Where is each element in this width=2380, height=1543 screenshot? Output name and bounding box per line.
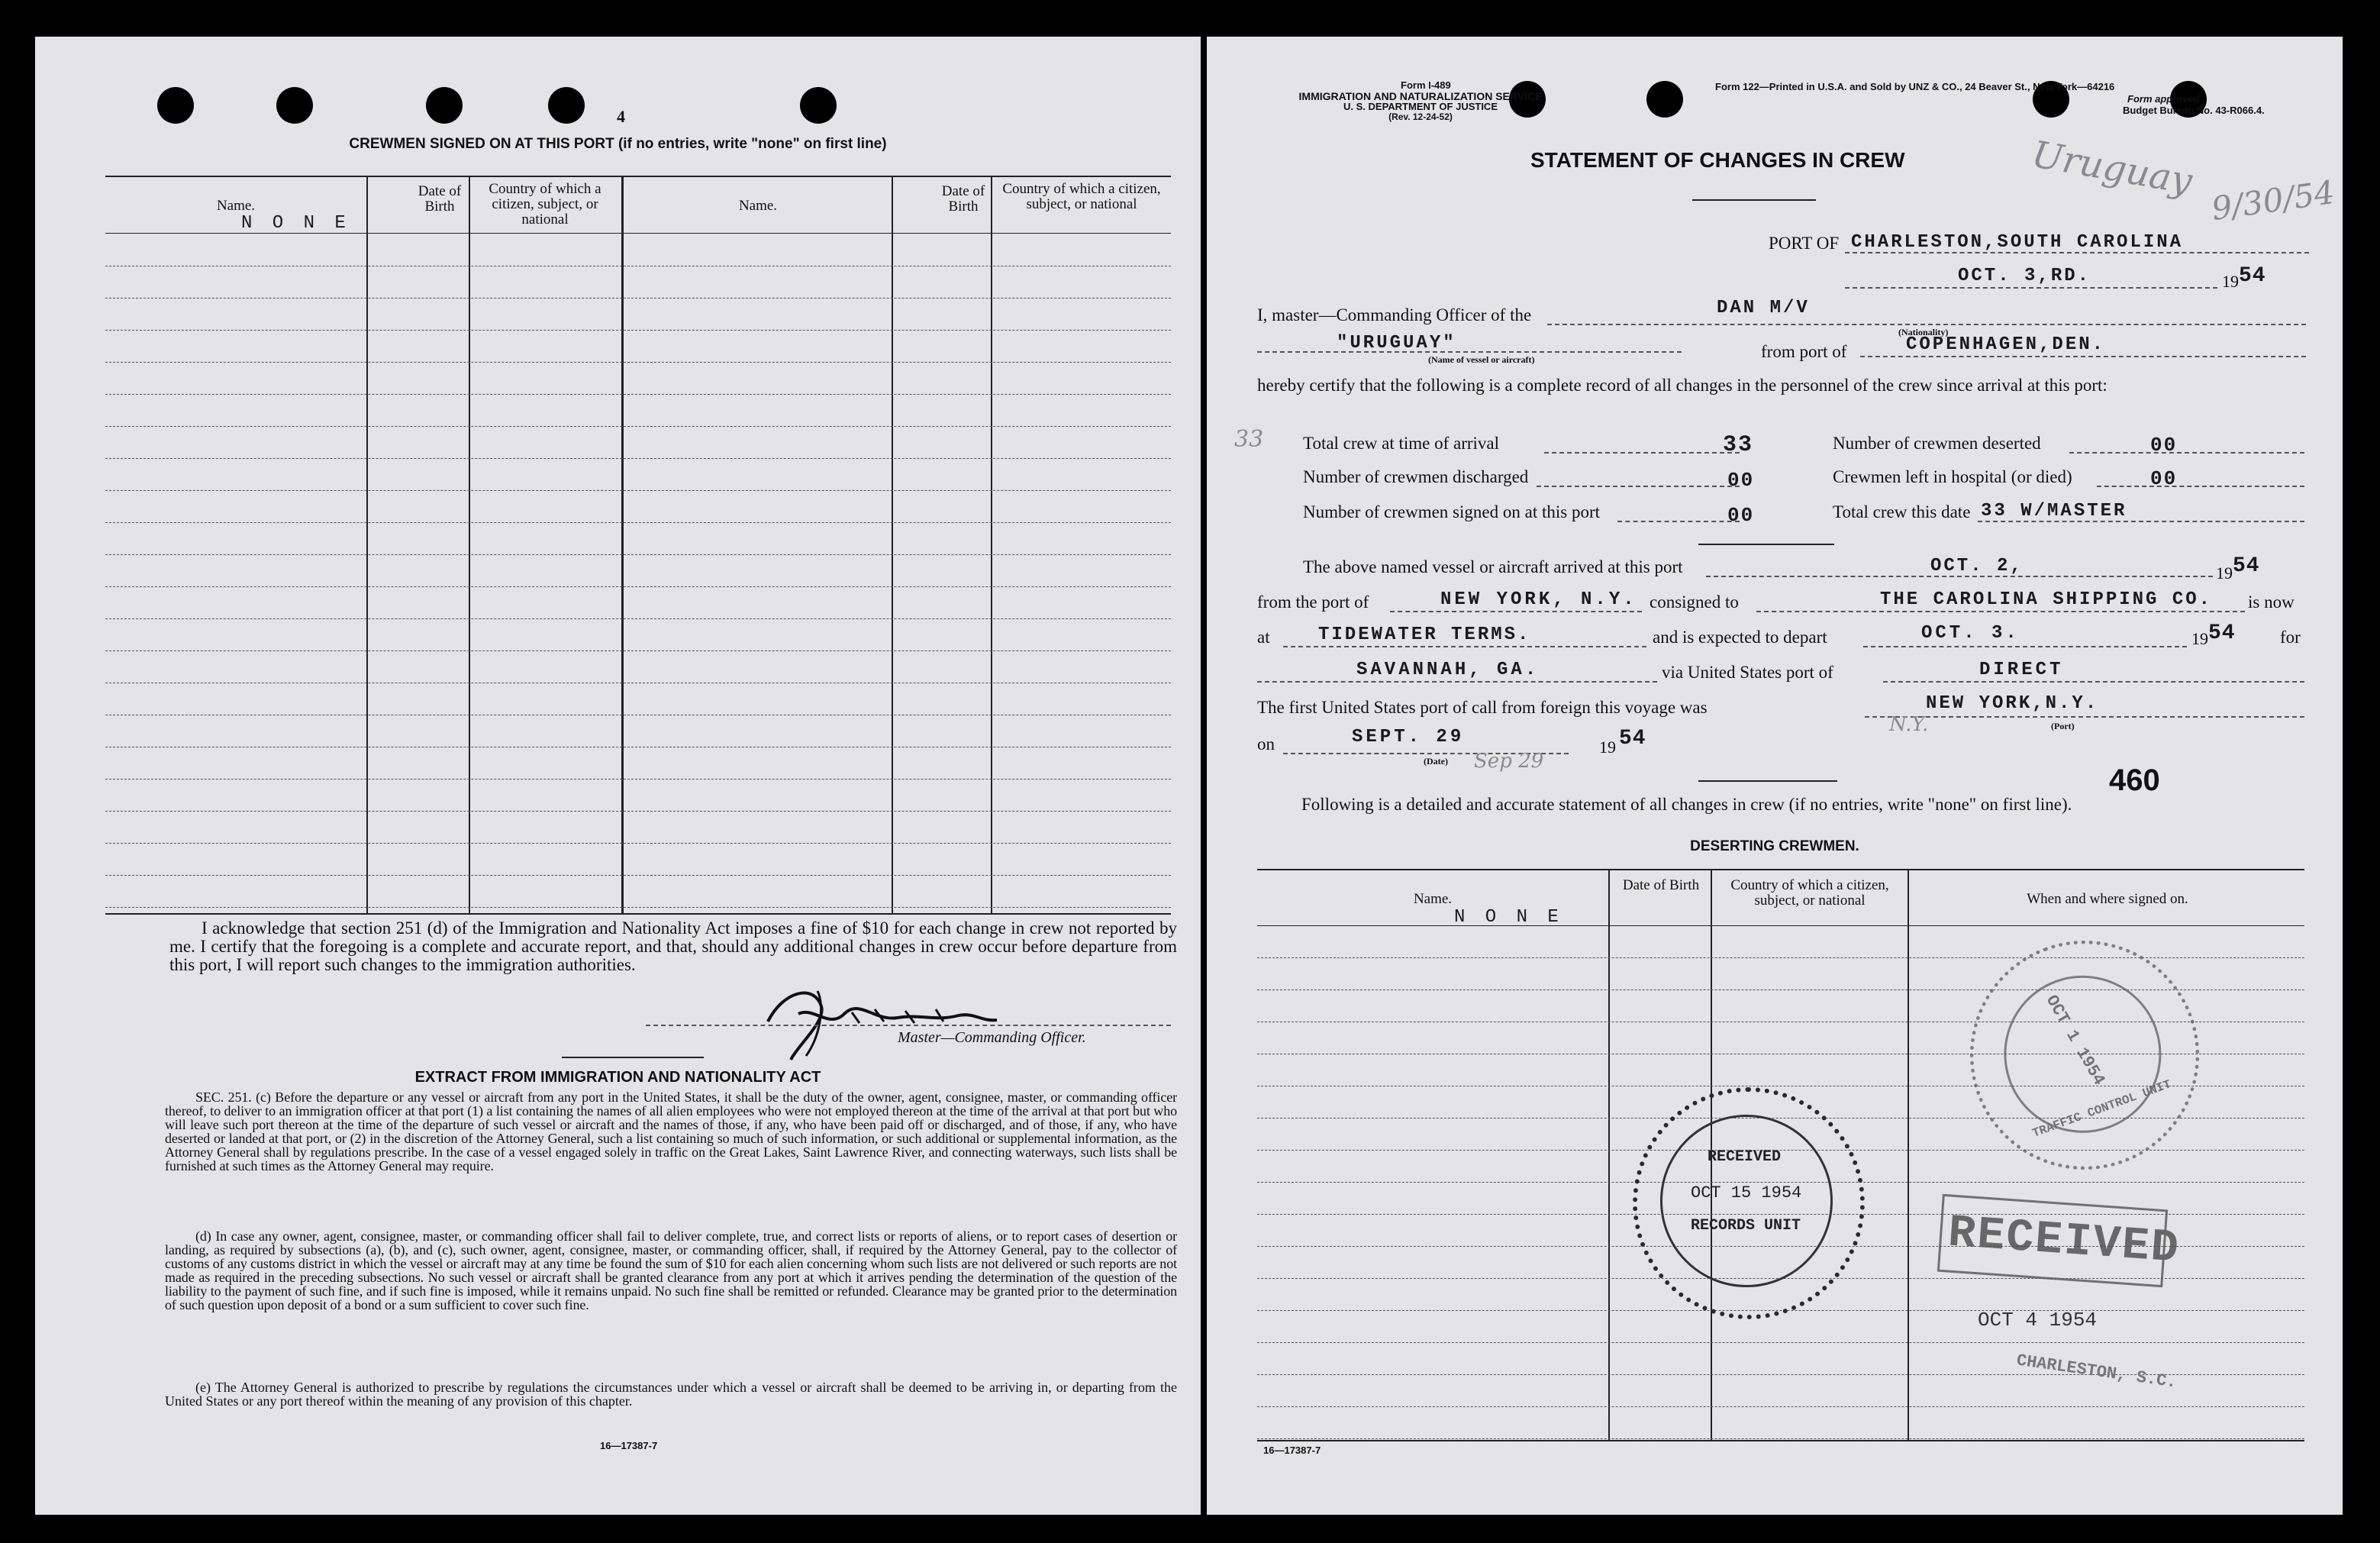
discharged-value: 00 — [1727, 469, 1755, 492]
header-dob: Date of Birth — [941, 183, 985, 215]
at-label: at — [1257, 628, 1270, 647]
column-divider — [991, 176, 992, 913]
agency-name: IMMIGRATION AND NATURALIZATION SERVICE — [1298, 90, 1543, 102]
certify-text: hereby certify that the following is a complete record of all changes in the personnel of the crew since arrival at this port: — [1257, 376, 2107, 395]
table-row-rule — [105, 298, 1171, 299]
first-entry: N O N E — [1454, 907, 1563, 928]
rule — [1698, 780, 1837, 782]
destination-line — [1257, 681, 1657, 683]
table-row-rule — [105, 394, 1171, 395]
table-row-rule — [105, 779, 1171, 780]
punch-hole — [276, 87, 313, 124]
table-row-rule — [1257, 1438, 2304, 1439]
signed-on-value: 00 — [1727, 504, 1755, 527]
received-stamp-2 — [1937, 1194, 2182, 1287]
depart-label: and is expected to depart — [1653, 628, 1827, 647]
for-label: for — [2280, 628, 2301, 647]
nationality-line — [1547, 324, 2306, 325]
traffic-control-stamp — [1938, 909, 2232, 1202]
master-text: I, master—Commanding Officer of the — [1257, 305, 1532, 324]
via-line — [1883, 681, 2304, 683]
received-records-stamp — [1633, 1087, 1865, 1319]
signature-caption: Master—Commanding Officer. — [898, 1029, 1086, 1046]
table-top-rule — [1257, 869, 2304, 870]
deserted-value: 00 — [2150, 434, 2178, 457]
column-divider — [1908, 869, 1909, 1440]
handwritten-sep: Sep 29 — [1474, 750, 1544, 773]
table-row-rule — [105, 490, 1171, 491]
table-row-rule — [105, 875, 1171, 876]
revision: (Rev. 12-24-52) — [1388, 111, 1453, 122]
margin-note: 33 — [1234, 426, 1264, 453]
at-line — [1283, 646, 1646, 647]
deserted-label: Number of crewmen deserted — [1833, 434, 2041, 453]
signature-line — [646, 1025, 1171, 1026]
first-entry: N O N E — [241, 213, 350, 234]
date-line — [1845, 287, 2217, 289]
table-bottom-rule — [1257, 1440, 2304, 1441]
nationality-label: (Nationality) — [1898, 327, 1949, 337]
form-code: 16—17387-7 — [1263, 1445, 1321, 1456]
rule — [1692, 199, 1816, 201]
header-dob: Date of Birth — [1622, 877, 1700, 893]
rule — [1698, 544, 1834, 545]
punch-hole — [800, 87, 837, 124]
vessel-value: "URUGUAY" — [1337, 333, 1456, 353]
column-divider — [1608, 869, 1610, 1440]
table-row-rule — [1257, 957, 2304, 958]
depart-value: OCT. 3. — [1921, 623, 2020, 644]
punch-hole — [548, 87, 585, 124]
total-this-date-label: Total crew this date — [1833, 502, 1971, 521]
from-port-value: COPENHAGEN,DEN. — [1906, 334, 2106, 355]
stamp-location: CHARLESTON, S.C. — [2015, 1351, 2178, 1393]
page-number: 4 — [617, 107, 625, 126]
from-port-value: NEW YORK, N.Y. — [1440, 589, 1637, 610]
header-dob: Date of Birth — [418, 183, 462, 215]
header-country: Country of which a citizen, subject, or national — [1730, 877, 1889, 909]
section-title: CREWMEN SIGNED ON AT THIS PORT (if no entries, write "none" on first line) — [349, 136, 887, 152]
consigned-line — [1756, 611, 2245, 612]
approval-line: Budget Bureau No. 43-R066.4. — [2123, 105, 2265, 116]
handwritten-title: Uruguay — [2028, 133, 2195, 203]
table-row-rule — [1257, 1342, 2304, 1343]
column-divider — [469, 176, 470, 913]
vessel-line — [1257, 351, 1682, 353]
table-row-rule — [105, 362, 1171, 363]
arrived-date: OCT. 2, — [1930, 556, 2024, 576]
from-port-label: from the port of — [1257, 592, 1369, 612]
from-port-line — [1860, 356, 2306, 357]
form-code: 16—17387-7 — [600, 1440, 658, 1451]
year-value: 54 — [2239, 264, 2266, 288]
depart-line — [1863, 646, 2187, 647]
depart-year: 54 — [2208, 621, 2236, 645]
from-port-line — [1390, 611, 1642, 612]
approval-line: Form approved — [2127, 93, 2200, 105]
stamp-label: RECEIVED — [1946, 1207, 2182, 1276]
handwritten-date: 9/30/54 — [2209, 173, 2337, 228]
header-rule — [1257, 925, 2304, 926]
table-row-rule — [105, 426, 1171, 427]
column-divider — [366, 176, 368, 913]
stamp-label: RECORDS UNIT — [1691, 1217, 1801, 1235]
form-number-label: Form I-489 — [1401, 79, 1451, 91]
first-port-line — [1865, 716, 2304, 718]
table-row-rule — [105, 330, 1171, 331]
total-crew-label: Total crew at time of arrival — [1303, 434, 1500, 453]
master-signature — [753, 976, 1012, 1067]
total-crew-value: 33 — [1723, 432, 1754, 458]
deserting-title: DESERTING CREWMEN. — [1690, 838, 1859, 854]
acknowledgement: I acknowledge that section 251 (d) of the Immigration and Nationality Act imposes a fine of $10 for each change in crew not reported by me. I certify that the foregoing is a complete and accurate report, and that, should any additional changes in crew occur before departure from this port, I will report such changes to the immigration authorities. — [169, 918, 1177, 974]
table-top-rule — [105, 176, 1171, 177]
table-row-rule — [105, 811, 1171, 812]
header-when-where: When and where signed on. — [2027, 891, 2188, 907]
table-row-rule — [105, 618, 1171, 619]
header-name: Name. — [738, 198, 778, 214]
on-year: 54 — [1619, 727, 1646, 751]
rule — [562, 1057, 704, 1058]
date-value: OCT. 3,RD. — [1958, 266, 2091, 286]
following-text: Following is a detailed and accurate statement of all changes in crew (if no entries, write "none" on first line). — [1301, 795, 2072, 814]
date-caption: (Date) — [1424, 756, 1448, 767]
on-label: on — [1257, 734, 1275, 754]
column-divider — [892, 176, 893, 913]
extract-paragraph-d: (d) In case any owner, agent, consignee, master, or commanding officer shall fail to deliver complete, true, and correct lists or reports of aliens, or to report cases of desertion or landing, as required by subsections (a), (b), and (c), such owner, agent, consignee, master, or commanding officer, shall, if required by the Attorney General, pay to the collector of customs of any customs district in which the vessel or aircraft may at any time be found the sum of $10 for each alien concerning whom such lists are not delivered or such reports are not made as required in the preceding subsections. No such vessel or aircraft shall be granted clearance from any port at which it arrives pending the determination of the question of the liability to the payment of such fine, and if such fine is imposed, while it remains unpaid. No such fine shall be remitted or refunded. Clearance may be granted prior to the determination of such question upon deposit of a bond or a sum sufficient to cover such fine. — [165, 1228, 1177, 1312]
stamp-label: RECEIVED — [1708, 1148, 1782, 1166]
at-value: TIDEWATER TERMS. — [1318, 625, 1531, 645]
first-port-text: The first United States port of call from foreign this voyage was — [1257, 698, 1708, 717]
table-row-rule — [105, 650, 1171, 651]
consigned-label: consigned to — [1650, 592, 1739, 612]
department-name: U. S. DEPARTMENT OF JUSTICE — [1343, 101, 1498, 112]
on-value: SEPT. 29 — [1352, 727, 1465, 747]
stat-line — [2069, 452, 2304, 454]
year-prefix: 19 — [2191, 629, 2208, 648]
form-title: STATEMENT OF CHANGES IN CREW — [1530, 148, 1905, 172]
punch-hole — [426, 87, 463, 124]
extract-title: EXTRACT FROM IMMIGRATION AND NATIONALITY ACT — [414, 1069, 821, 1086]
stamp-date: OCT 1 1954 — [2041, 992, 2109, 1089]
stamp-date: OCT 15 1954 — [1691, 1183, 1802, 1202]
via-value: DIRECT — [1979, 660, 2064, 680]
stamp-date: OCT 4 1954 — [1978, 1309, 2098, 1332]
total-this-date-value: 33 W/MASTER — [1981, 501, 2127, 521]
via-label: via United States port of — [1662, 663, 1833, 682]
table-row-rule — [105, 458, 1171, 459]
vessel-label: (Name of vessel or aircraft) — [1428, 354, 1535, 365]
is-now: is now — [2248, 592, 2295, 612]
table-row-rule — [105, 586, 1171, 587]
extract-paragraph-c: SEC. 251. (c) Before the departure or any vessel or aircraft from any port in the United States, it shall be the duty of the owner, agent, consignee, master, or commanding officer thereof, to deliver to an immigration officer at that port (1) a list containing the names of all alien employees who were not employed thereon at the time of the arrival at that port but who will leave such port thereon at the time of the departure of such vessel or aircraft and the names of those, if any, who have been paid off or discharged, and of those, if any, who have deserted or landed at that port, or (2) in the discretion of the Attorney General, such a list containing so much of such information, or such additional or supplemental information, as the Attorney General shall by regulations prescribe. In the case of a vessel engaged solely in traffic on the Great Lakes, Saint Lawrence River, and connecting waterways, such lists shall be furnished at such times as the Attorney General may require. — [165, 1089, 1177, 1173]
table-row-rule — [105, 907, 1171, 908]
port-value: CHARLESTON,SOUTH CAROLINA — [1851, 232, 2184, 253]
punch-hole — [1646, 81, 1683, 118]
table-row-rule — [105, 522, 1171, 523]
stat-line — [1537, 486, 1740, 487]
from-port-text: from port of — [1761, 342, 1847, 361]
handwritten-ny: N.Y. — [1889, 713, 1929, 736]
port-label: PORT OF — [1769, 234, 1840, 253]
punch-hole — [157, 87, 194, 124]
table-row-rule — [105, 843, 1171, 844]
header-name: Name. — [216, 198, 256, 214]
stamp-label: TRAFFIC CONTROL UNIT — [2030, 1077, 2173, 1141]
arrived-text: The above named vessel or aircraft arrived at this port — [1303, 557, 1683, 576]
arrived-year: 54 — [2233, 554, 2260, 578]
table-row-rule — [105, 554, 1171, 555]
hospital-value: 00 — [2150, 467, 2178, 490]
stat-line — [1544, 452, 1740, 454]
left-page — [35, 37, 1201, 1515]
table-bottom-rule — [105, 913, 1171, 915]
extract-paragraph-e: (e) The Attorney General is authorized to prescribe by regulations the circumstances under which a vessel or aircraft shall be deemed to be arriving in, or departing from the United States or any port thereof within the meaning of any provision of this chapter. — [165, 1380, 1177, 1409]
signed-on-label: Number of crewmen signed on at this port — [1303, 502, 1600, 521]
column-divider — [621, 176, 624, 913]
header-country: Country of which a citizen, subject, or national — [489, 181, 601, 228]
hospital-label: Crewmen left in hospital (or died) — [1833, 467, 2072, 486]
year-prefix: 19 — [2222, 272, 2239, 291]
year-prefix: 19 — [2216, 563, 2233, 583]
table-row-rule — [1257, 1406, 2304, 1407]
first-port-value: NEW YORK,N.Y. — [1926, 693, 2099, 714]
consigned-value: THE CAROLINA SHIPPING CO. — [1880, 589, 2213, 610]
header-name: Name. — [1413, 891, 1453, 907]
form-number: 460 — [2109, 763, 2160, 797]
port-caption: (Port) — [2051, 721, 2075, 731]
stat-line — [2097, 486, 2304, 487]
discharged-label: Number of crewmen discharged — [1303, 467, 1529, 486]
year-prefix: 19 — [1599, 738, 1616, 757]
nationality-value: DAN M/V — [1717, 298, 1810, 318]
right-page — [1207, 37, 2343, 1515]
stat-line — [1617, 521, 1740, 522]
header-country: Country of which a citizen, subject, or national — [1002, 181, 1161, 212]
destination-value: SAVANNAH, GA. — [1356, 660, 1540, 680]
printer-line: Form 122—Printed in U.S.A. and Sold by UNZ & CO., 24 Beaver St., New York—64216 — [1715, 81, 2115, 92]
